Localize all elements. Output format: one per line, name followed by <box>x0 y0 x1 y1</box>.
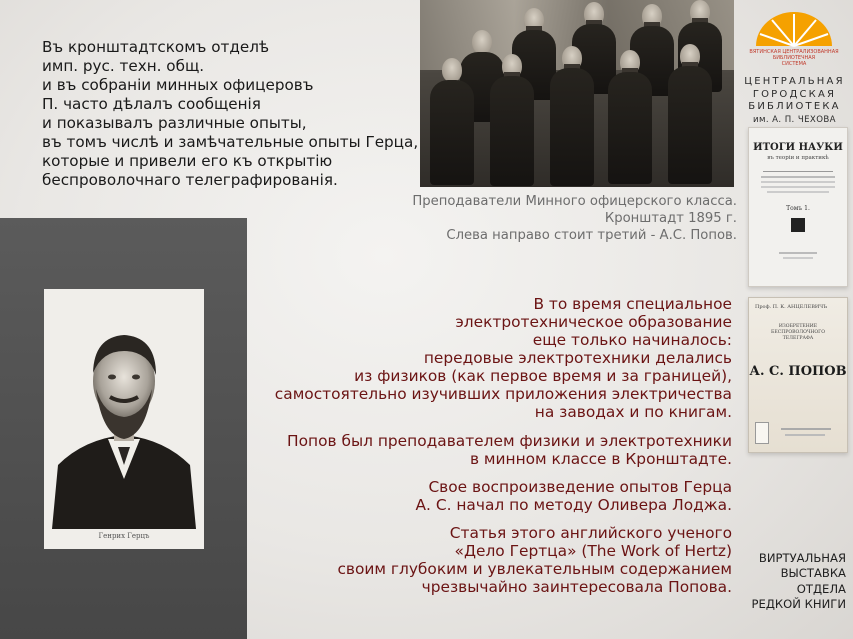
quote-line: Въ кронштадтскомъ отделѣ <box>42 38 270 56</box>
paragraph-line: чрезвычайно заинтересовала Попова. <box>421 578 732 596</box>
book-subtitle: ИЗОБРЕТЕНИЕ БЕСПРОВОЛОЧНОГО ТЕЛЕГРАФА <box>771 324 825 341</box>
photo-caption <box>380 193 737 244</box>
book-label <box>755 422 769 444</box>
book-title: А. С. ПОПОВ <box>749 364 847 379</box>
logo-text-line: ВЯТИНСКАЯ ЦЕНТРАЛИЗОВАННАЯ <box>749 49 839 55</box>
virtual-exhibition-label <box>736 551 846 613</box>
book-cover-popov <box>748 297 848 453</box>
quote-line: П. часто дѣлалъ сообщенія <box>42 95 261 113</box>
book-author: Проф. П. К. АНЦЕЛЕВИЧЪ <box>755 304 828 310</box>
library-name-line: им. А. П. ЧЕХОВА <box>753 114 836 125</box>
paragraph-line: электротехническое образование <box>455 313 732 331</box>
paragraph-line: А. С. начал по методу Оливера Лоджа. <box>415 496 732 514</box>
paragraph-line: «Дело Гертца» (The Work of Hertz) <box>454 542 732 560</box>
library-name-line: ЦЕНТРАЛЬНАЯ <box>744 76 845 87</box>
paragraph-line: передовые электротехники делались <box>423 349 732 367</box>
paragraph-line: в минном классе в Кронштадте. <box>469 450 732 468</box>
virtual-line: ВИРТУАЛЬНАЯ <box>758 551 846 565</box>
book-volume: Томъ 1. <box>786 205 810 212</box>
paragraph-line: самостоятельно изучивших приложения электричества <box>274 385 732 403</box>
caption-line: Слева направо стоит третий - А.С. Попов. <box>446 228 737 243</box>
paragraph-line: В то время специальное <box>533 295 732 313</box>
virtual-line: ВЫСТАВКА <box>780 566 846 581</box>
paragraph-education <box>275 295 732 421</box>
paragraph-line: из физиков (как первое время и за границей), <box>354 367 732 385</box>
quote-line: имп. рус. техн. общ. <box>42 57 205 75</box>
quote-line: въ томъ числѣ и замѣчательные опыты Герца, <box>42 133 419 151</box>
library-name <box>742 76 847 126</box>
paragraph-line: Свое воспроизведение опытов Герца <box>428 478 732 496</box>
library-name-line: БИБЛИОТЕКА <box>748 101 841 112</box>
quote-line: беспроволочнаго телеграфированія. <box>42 171 338 189</box>
book-title: ИТОГИ НАУКИ <box>753 142 843 153</box>
group-photo <box>420 0 734 187</box>
book-subtitle: въ теоріи и практикѣ <box>767 155 829 161</box>
caption-line: Преподаватели Минного офицерского класса. <box>412 194 737 209</box>
paragraph-line: Попов был преподавателем физики и электротехники <box>287 432 732 450</box>
paragraph-lodge-method <box>416 478 732 514</box>
paragraph-line: на заводах и по книгам. <box>534 403 732 421</box>
quote-line: и въ собраніи минных офицеровъ <box>42 76 314 94</box>
quote-line: и показывалъ различные опыты, <box>42 114 307 132</box>
library-logo <box>742 6 847 66</box>
hertz-portrait <box>44 289 204 549</box>
old-orthography-quote <box>42 38 422 190</box>
virtual-line: РЕДКОЙ КНИГИ <box>751 597 846 612</box>
paragraph-line: еще только начиналось: <box>532 331 732 349</box>
paragraph-work-of-hertz <box>337 524 732 596</box>
quote-line: которые и привели его къ открытію <box>42 152 333 170</box>
paragraph-line: своим глубоким и увлекательным содержанием <box>337 560 732 578</box>
paragraph-teacher <box>287 432 732 468</box>
book-cover-itogi-nauki <box>748 127 848 287</box>
book-emblem <box>791 218 805 232</box>
virtual-line: ОТДЕЛА <box>796 581 846 596</box>
portrait-caption: Генрих Герцъ <box>98 532 150 540</box>
logo-text-line: СИСТЕМА <box>781 61 807 66</box>
caption-line: Кронштадт 1895 г. <box>604 211 737 226</box>
logo-text-line: БИБЛИОТЕЧНАЯ <box>772 55 816 61</box>
library-name-line: ГОРОДСКАЯ <box>752 88 837 100</box>
paragraph-line: Статья этого английского ученого <box>449 524 732 542</box>
